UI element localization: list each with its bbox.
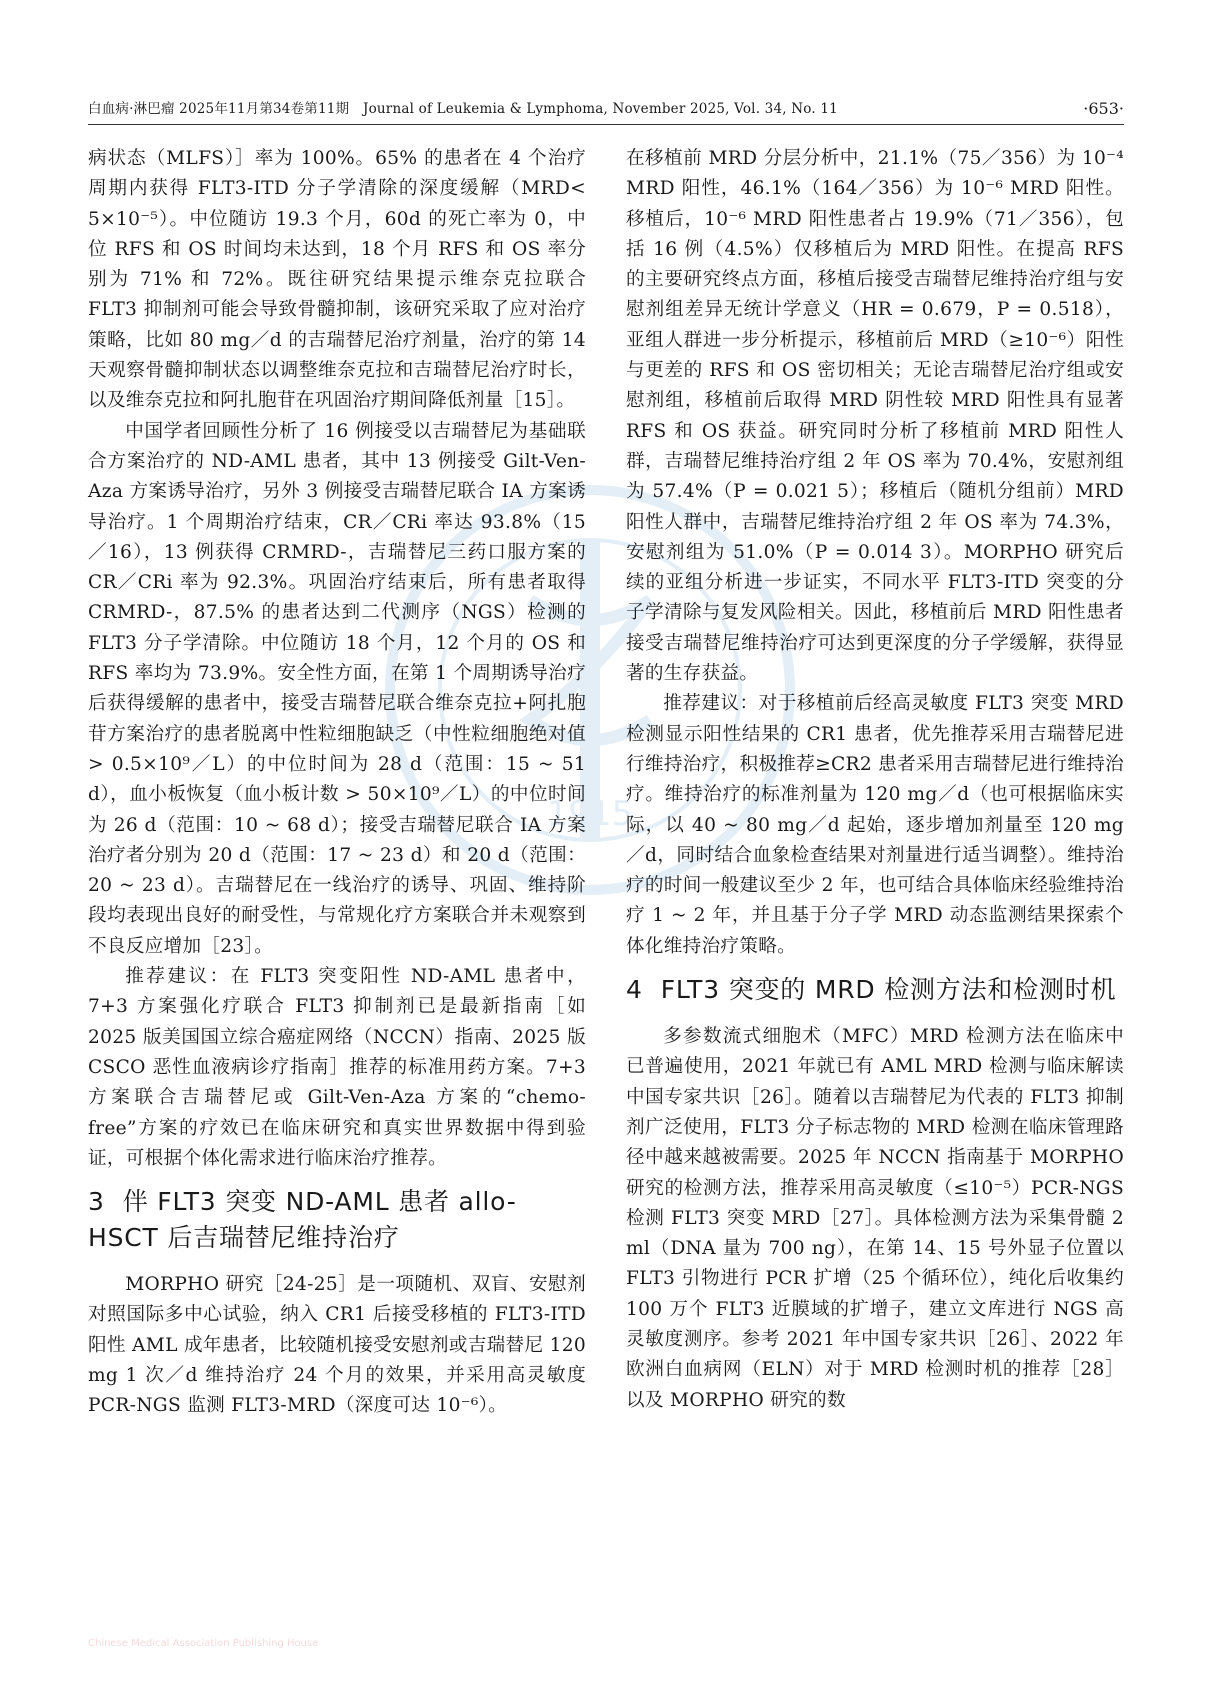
right-paragraph-1: 在移植前 MRD 分层分析中，21.1%（75／356）为 10⁻⁴ MRD 阳性，46.1%（164／356）为 10⁻⁶ MRD 阳性。移植后，10⁻⁶ MRD 阳性患者占 19.9%（71／356），包括 16 例（4.5%）仅移植后为 MRD 阳性。在提高 RFS 的主要研究终点方面，移植后接受吉瑞替尼维持治疗组与安慰剂组差异无统计学意义（HR = 0.679，P = 0.518），亚组人群进一步分析提示，移植前后 MRD（≥10⁻⁶）阳性与更差的 RFS 和 OS 密切相关；无论吉瑞替尼治疗组或安慰剂组，移植前后取得 MRD 阴性较 MRD 阳性具有显著 RFS 和 OS 获益。研究同时分析了移植前 MRD 阳性人群，吉瑞替尼维持治疗组 2 年 OS 率为 70.4%，安慰剂组为 57.4%（P = 0.021 5）；移植后（随机分组前）MRD 阳性人群中，吉瑞替尼维持治疗组 2 年 OS 率为 74.3%，安慰剂组为 51.0%（P = 0.014 3）。MORPHO 研究后续的亚组分析进一步证实，不同水平 FLT3-ITD 突变的分子学清除与复发风险相关。因此，移植前后 MRD 阳性患者接受吉瑞替尼维持治疗可达到更深度的分子学缓解，获得显著的生存获益。 xyxy=(626,148,1124,685)
left-paragraph-2: 中国学者回顾性分析了 16 例接受以吉瑞替尼为基础联合方案治疗的 ND-AML 患者，其中 13 例接受 Gilt-Ven-Aza 方案诱导治疗，另外 3 例接受吉瑞替尼联合 IA 方案诱导治疗。1 个周期治疗结束，CR／CRi 率达 93.8%（15／16），13 例获得 CRMRD-，吉瑞替尼三药口服方案的 CR／CRi 率为 92.3%。巩固治疗结束后，所有患者取得 CRMRD-，87.5% 的患者达到二代测序（NGS）检测的 FLT3 分子学清除。中位随访 18 个月，12 个月的 OS 和 RFS 率均为 73.9%。安全性方面，在第 1 个周期诱导治疗后获得缓解的患者中，接受吉瑞替尼联合维奈克拉+阿扎胞苷方案治疗的患者脱离中性粒细胞缺乏（中性粒细胞绝对值 > 0.5×10⁹／L）的中位时间为 28 d（范围：15 ~ 51 d），血小板恢复（血小板计数 > 50×10⁹／L）的中位时间为 26 d（范围：10 ~ 68 d）；接受吉瑞替尼联合 IA 方案治疗者分别为 20 d（范围：17 ~ 23 d）和 20 d（范围：20 ~ 23 d）。吉瑞替尼在一线治疗的诱导、巩固、维持阶段均表现出良好的耐受性，与常规化疗方案联合并未观察到不良反应增加［23］。 xyxy=(88,420,586,957)
journal-running-title: 白血病·淋巴瘤 2025年11月第34卷第11期 Journal of Leukemia & Lymphoma, November 2025, Vol. 34, No. 11 xyxy=(88,101,838,117)
publisher-watermark-text: Chinese Medical Association Publishing House xyxy=(88,1638,319,1649)
page-number: ·653· xyxy=(1083,99,1124,118)
running-header xyxy=(88,98,1124,125)
svg-text:1915: 1915 xyxy=(546,794,634,834)
section-4-title: FLT3 突变的 MRD 检测方法和检测时机 xyxy=(660,975,1117,1005)
left-paragraph-4: MORPHO 研究［24-25］是一项随机、双盲、安慰剂对照国际多中心试验，纳入 CR1 后接受移植的 FLT3-ITD 阳性 AML 成年患者，比较随机接受安慰剂或吉瑞替尼 120 mg 1 次／d 维持治疗 24 个月的效果，并采用高灵敏度 PCR-NGS 监测 FLT3-MRD（深度可达 10⁻⁶）。 xyxy=(88,1274,586,1417)
section-4-heading xyxy=(626,972,1124,1008)
right-paragraph-2: 推荐建议：对于移植前后经高灵敏度 FLT3 突变 MRD 检测显示阳性结果的 CR1 患者，优先推荐采用吉瑞替尼进行维持治疗，积极推荐≥CR2 患者采用吉瑞替尼进行维持治疗。维持治疗的标准剂量为 120 mg／d（也可根据临床实际，以 40 ~ 80 mg／d 起始，逐步增加剂量至 120 mg／d，同时结合血象检查结果对剂量进行适当调整）。维持治疗的时间一般建议至少 2 年，也可结合具体临床经验维持治疗 1 ~ 2 年，并且基于分子学 MRD 动态监测结果探索个体化维持治疗策略。 xyxy=(626,693,1124,957)
left-paragraph-1: 病状态（MLFS）］率为 100%。65% 的患者在 4 个治疗周期内获得 FLT3-ITD 分子学清除的深度缓解（MRD< 5×10⁻⁵）。中位随访 19.3 个月，60d 的死亡率为 0，中位 RFS 和 OS 时间均未达到，18 个月 RFS 和 OS 率分别为 71% 和 72%。既往研究结果提示维奈克拉联合 FLT3 抑制剂可能会导致骨髓抑制，该研究采取了应对治疗策略，比如 80 mg／d 的吉瑞替尼治疗剂量，治疗的第 14 天观察骨髓抑制状态以调整维奈克拉和吉瑞替尼治疗时长，以及维奈克拉和阿扎胞苷在巩固治疗期间降低剂量［15］。 xyxy=(88,148,586,412)
section-3-title: 伴 FLT3 突变 ND-AML 患者 allo-HSCT 后吉瑞替尼维持治疗 xyxy=(88,1187,517,1253)
section-4-number: 4 xyxy=(626,975,643,1005)
right-paragraph-3: 多参数流式细胞术（MFC）MRD 检测方法在临床中已普遍使用，2021 年就已有 AML MRD 检测与临床解读中国专家共识［26］。随着以吉瑞替尼为代表的 FLT3 抑制剂广泛使用，FLT3 分子标志物的 MRD 检测在临床管理路径中越来越被需要。2025 年 NCCN 指南基于 MORPHO 研究的检测方法，推荐采用高灵敏度（≤10⁻⁵）PCR-NGS 检测 FLT3 突变 MRD［27］。具体检测方法为采集骨髓 2 ml（DNA 量为 700 ng），在第 14、15 号外显子位置以 FLT3 引物进行 PCR 扩增（25 个循环位），纯化后收集约 100 万个 FLT3 近膜域的扩增子，建立文库进行 NGS 高灵敏度测序。参考 2021 年中国专家共识［26］、2022 年欧洲白血病网（ELN）对于 MRD 检测时机的推荐［28］以及 MORPHO 研究的数 xyxy=(626,1026,1124,1411)
right-column xyxy=(626,144,1124,1416)
section-3-number: 3 xyxy=(88,1187,105,1217)
section-3-heading xyxy=(88,1184,586,1256)
left-paragraph-3: 推荐建议：在 FLT3 突变阳性 ND-AML 患者中，7+3 方案强化疗联合 FLT3 抑制剂已是最新指南［如 2025 版美国国立综合癌症网络（NCCN）指南、2025 版 CSCO 恶性血液病诊疗指南］推荐的标准用药方案。7+3 方案联合吉瑞替尼或 Gilt-Ven-Aza 方案的“chemo-free”方案的疗效已在临床研究和真实世界数据中得到验证，可根据个体化需求进行临床治疗推荐。 xyxy=(88,966,586,1169)
left-column xyxy=(88,144,586,1422)
